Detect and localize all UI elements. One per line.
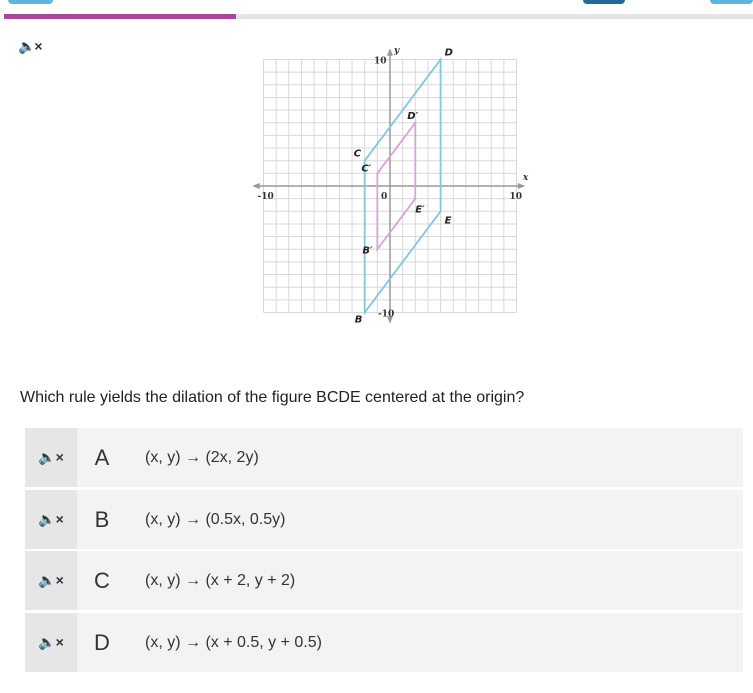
vertex-label: D xyxy=(444,47,453,59)
vertex-label: C xyxy=(353,148,362,160)
x-axis-arrow xyxy=(518,183,526,189)
vertex-label: D′ xyxy=(407,110,419,122)
audio-mute-icon[interactable]: 🔈× xyxy=(25,551,77,610)
option-a[interactable] xyxy=(25,428,743,487)
option-text: (x, y) → (2x, 2y) xyxy=(145,448,259,466)
progress-fill xyxy=(4,14,236,19)
x-axis-label: x xyxy=(522,173,529,183)
y-axis-arrow xyxy=(387,48,393,56)
option-letter: D xyxy=(94,629,110,655)
top-right-button[interactable] xyxy=(710,0,753,4)
y-min-label: -10 xyxy=(378,309,395,320)
audio-mute-icon[interactable]: 🔈× xyxy=(25,613,77,672)
top-middle-button[interactable] xyxy=(583,0,625,4)
option-text: (x, y) → (x + 2, y + 2) xyxy=(145,571,296,589)
vertex-label: B xyxy=(354,314,363,326)
x-max-label: 10 xyxy=(509,192,523,202)
coordinate-graph xyxy=(250,40,530,340)
progress-bar xyxy=(4,14,753,19)
x-min-label: -10 xyxy=(257,192,274,202)
audio-mute-icon[interactable]: 🔈× xyxy=(25,490,77,549)
option-letter: B xyxy=(94,506,110,532)
option-text: (x, y) → (0.5x, 0.5y) xyxy=(145,510,286,528)
question-text: Which rule yields the dilation of the figure BCDE centered at the origin? xyxy=(20,389,525,406)
option-d[interactable] xyxy=(25,613,743,672)
option-c[interactable] xyxy=(25,551,743,610)
option-b[interactable] xyxy=(25,490,743,549)
option-text: (x, y) → (x + 0.5, y + 0.5) xyxy=(145,633,322,651)
audio-mute-icon[interactable]: 🔈× xyxy=(25,428,77,487)
origin-label: 0 xyxy=(381,192,388,202)
x-axis-arrow xyxy=(252,183,260,189)
vertex-label: E′ xyxy=(415,204,425,216)
audio-mute-icon[interactable]: 🔈× xyxy=(18,38,42,54)
top-left-button[interactable] xyxy=(8,0,53,4)
y-max-label: 10 xyxy=(374,56,387,67)
vertex-label: E xyxy=(444,215,452,227)
option-letter: A xyxy=(94,444,110,470)
option-letter: C xyxy=(94,567,110,593)
vertex-label: B′ xyxy=(362,245,373,257)
y-axis-label: y xyxy=(394,46,400,57)
vertex-label: C′ xyxy=(361,163,372,175)
